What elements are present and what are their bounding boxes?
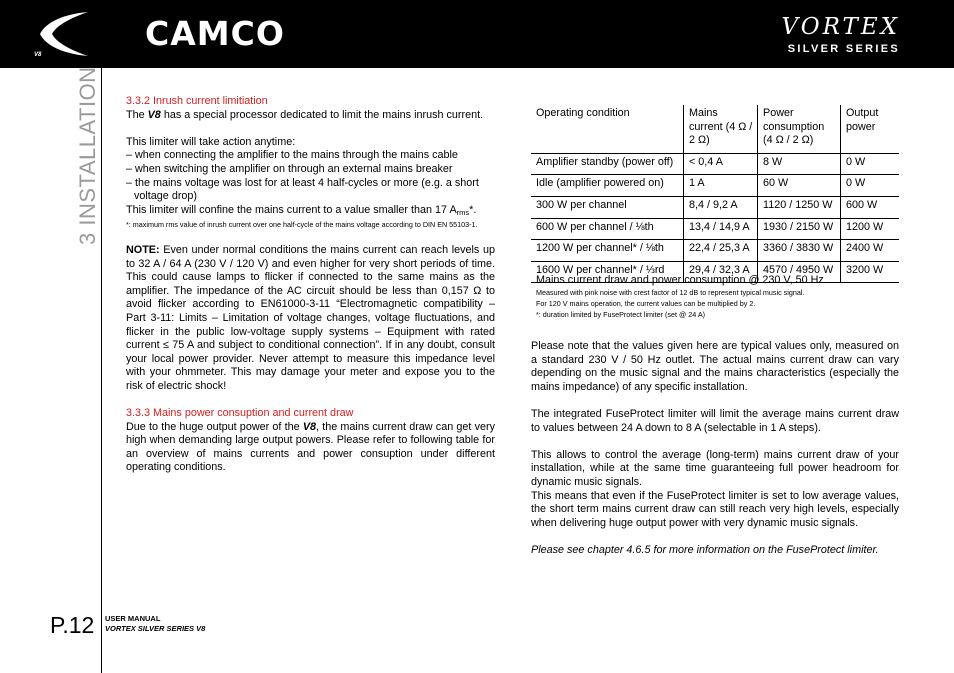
bullet-item: – when switching the amplifier on through an external mains breaker	[126, 162, 453, 175]
cross-reference: Please see chapter 4.6.5 for more information on the FuseProtect limiter.	[531, 543, 879, 556]
table-cell: 4570 / 4950 W	[758, 261, 841, 283]
table-cell: 300 W per channel	[531, 196, 684, 218]
table-cell: 3360 / 3830 W	[758, 240, 841, 262]
table-cell: Idle (amplifier powered on)	[531, 175, 684, 197]
table-header-row	[531, 105, 899, 153]
paragraph: This allows to control the average (long-term) mains current draw of your installation, while at the same time guaranteeing full power headroom for dynamic music signals.	[531, 448, 899, 488]
table-header: Mains current (4 Ω / 2 Ω)	[684, 105, 758, 153]
right-column	[531, 340, 899, 558]
note-text: Even under normal conditions the mains current can reach levels up to 32 A / 64 A (230 V / 120 V) and even higher for very short periods of time. This could cause lamps to flicker if connected to the same mains as the amplifier. The impedance of the AC circuit should be less than 0,157 Ω to avoid flicker according to EN61000-3-11 “Electromagnetic compatibility – Part 3-11: Limits – Limitation of voltage changes, voltage fluctuations, and flicker in the public low-voltage supply systems – Equipment with rated current ≤ 75 A and subject to conditional connection”. If in any doubt, consult your local power provider. Never attempt to measure this impedance level with your ohmmeter. This may damage your meter and expose you to the risk of electric shock!	[126, 243, 495, 392]
section-heading-inrush: 3.3.2 Inrush current limitiation	[126, 95, 268, 107]
table-note: Measured with pink noise with crest factor of 12 dB to represent typical music signal.	[536, 288, 805, 297]
text-run: The	[126, 108, 148, 121]
inrush-intro	[126, 109, 495, 123]
table-row	[531, 196, 899, 218]
section-heading-mains: 3.3.3 Mains power consuption and current draw	[126, 407, 354, 420]
product-short: V8	[147, 108, 161, 121]
text-run: *.	[469, 203, 477, 216]
table-note: *: duration limited by FuseProtect limiter (set @ 24 A)	[536, 310, 706, 319]
bullet-item: – the mains voltage was lost for at least 4 half-cycles or more (e.g. a short voltage drop)	[126, 176, 479, 203]
table-cell: 600 W	[841, 196, 900, 218]
text-run: Due to the huge output power of the	[126, 420, 303, 433]
paragraph: This means that even if the FuseProtect limiter is set to low average values, the short term mains current draw can still reach very high levels, especially when delivering huge output power with very dynamic music signals.	[531, 489, 899, 529]
table-cell: 1200 W per channel* / ⅛th	[531, 240, 684, 262]
product-name: VORTEX	[781, 14, 900, 40]
product-short: V8	[302, 420, 317, 433]
footer-line1: USER MANUAL	[105, 614, 161, 623]
note-paragraph	[126, 244, 495, 394]
limiter-value	[126, 204, 495, 220]
table-header: Output power	[841, 105, 900, 153]
table-cell: 8 W	[758, 153, 841, 175]
table-cell: 22,4 / 25,3 A	[684, 240, 758, 262]
table-cell: Amplifier standby (power off)	[531, 153, 684, 175]
table-row	[531, 175, 899, 197]
limiter-intro: This limiter will take action anytime:	[126, 135, 296, 148]
chapter-title: 3 INSTALLATION	[75, 66, 100, 245]
table-header: Operating condition	[531, 105, 684, 153]
table-cell: 60 W	[758, 175, 841, 197]
product-series: SILVER SERIES	[787, 43, 900, 55]
table-cell: 1 A	[684, 175, 758, 197]
table-cell: 2400 W	[841, 240, 900, 262]
footnote: *: maximum rms value of inrush current over one half-cycle of the mains voltage according to DIN EN 55103-1.	[126, 220, 478, 230]
table-cell: 1600 W per channel* / ⅓rd	[531, 261, 684, 283]
table-header: Power consumption (4 Ω / 2 Ω)	[758, 105, 841, 153]
table-caption-block	[536, 274, 896, 320]
table-cell: 600 W per channel / ⅛th	[531, 218, 684, 240]
brand-logo: CAMCO	[145, 14, 285, 53]
table-cell: 0 W	[841, 153, 900, 175]
paragraph: The integrated FuseProtect limiter will limit the average mains current draw to values between 24 A down to 8 A (selectable in 1 A steps).	[531, 407, 899, 434]
page-header	[0, 0, 954, 68]
margin-divider	[101, 68, 102, 673]
table-cell: 13,4 / 14,9 A	[684, 218, 758, 240]
table-row	[531, 240, 899, 262]
table-cell: 0 W	[841, 175, 900, 197]
table-note: For 120 V mains operation, the current values can be multiplied by 2.	[536, 299, 756, 308]
bullet-item: – when connecting the amplifier to the mains through the mains cable	[126, 149, 458, 162]
table-cell: 1930 / 2150 W	[758, 218, 841, 240]
left-column	[126, 95, 495, 475]
footer-line2: VORTEX SILVER SERIES V8	[105, 624, 206, 633]
table-cell: 8,4 / 9,2 A	[684, 196, 758, 218]
footer-manual	[105, 614, 205, 634]
paragraph: Please note that the values given here are typical values only, measured on a standard 230 V / 50 Hz outlet. The actual mains current draw can vary depending on the music signal and the mains characteristics (especially the mains impedance) of any specific installation.	[531, 340, 899, 393]
table-cell: 1120 / 1250 W	[758, 196, 841, 218]
mains-current-table	[531, 105, 899, 283]
table-caption: Mains current draw and power consumption @ 230 V, 50 Hz	[536, 274, 824, 286]
logo-badge: V8	[34, 52, 42, 58]
table-cell: 3200 W	[841, 261, 900, 283]
text-run: This limiter will confine the mains current to a value smaller than 17 A	[126, 203, 457, 216]
note-label: NOTE:	[126, 243, 160, 256]
text-run: , the mains current draw can get very high when demanding large output powers. Please refer to following table for an overview of mains currents and power consuption under different operating conditions.	[126, 420, 495, 474]
text-run: has a special processor dedicated to limit the mains inrush current.	[160, 108, 484, 121]
table-cell: < 0,4 A	[684, 153, 758, 175]
table-cell: 29,4 / 32,3 A	[684, 261, 758, 283]
subscript: rms	[456, 207, 470, 217]
table-row	[531, 218, 899, 240]
page-number: P.12	[50, 612, 95, 638]
table-row	[531, 153, 899, 175]
mains-intro	[126, 421, 495, 475]
table-cell: 1200 W	[841, 218, 900, 240]
